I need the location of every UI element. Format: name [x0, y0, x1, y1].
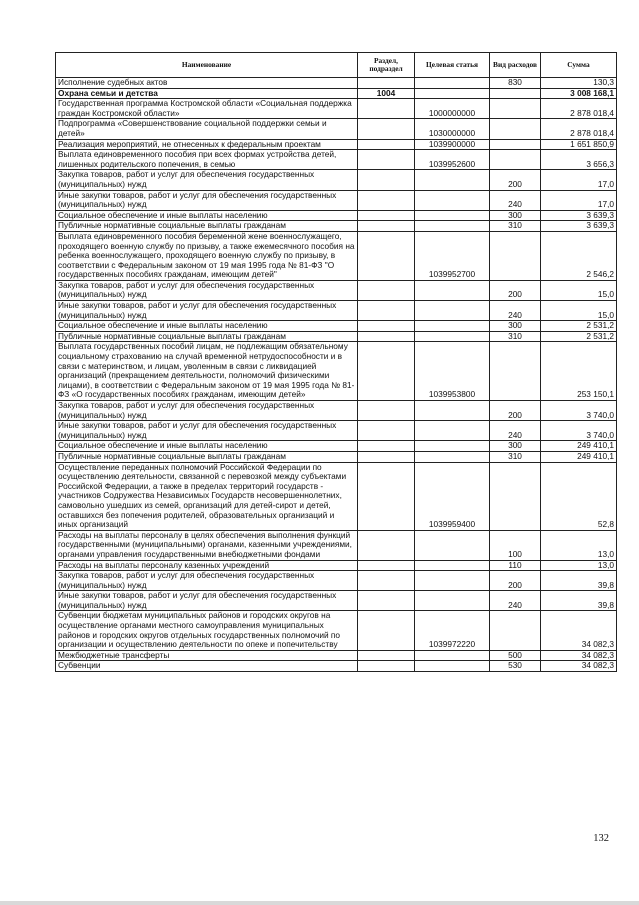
cell-sum: 39,8: [541, 591, 617, 611]
cell-section: [358, 150, 415, 170]
cell-section: [358, 119, 415, 139]
cell-section: [358, 231, 415, 280]
cell-target: [415, 560, 490, 571]
cell-name: Социальное обеспечение и иные выплаты населению: [56, 441, 358, 452]
cell-name: Социальное обеспечение и иные выплаты населению: [56, 321, 358, 332]
cell-target: [415, 530, 490, 560]
table-row: [56, 530, 617, 560]
cell-type: 300: [490, 321, 541, 332]
cell-section: [358, 451, 415, 462]
cell-name: Социальное обеспечение и иные выплаты населению: [56, 210, 358, 221]
cell-target: [415, 190, 490, 210]
cell-type: 500: [490, 650, 541, 661]
cell-target: 1039900000: [415, 139, 490, 150]
table-row: [56, 611, 617, 650]
table-row: [56, 78, 617, 89]
cell-section: [358, 139, 415, 150]
cell-sum: 2 531,2: [541, 321, 617, 332]
cell-type: [490, 99, 541, 119]
cell-target: [415, 88, 490, 99]
scan-bottom-edge: [0, 901, 639, 905]
cell-name: Выплата единовременного пособия беременной жене военнослужащего, проходящего военную службу по призыву, а также ежемесячного пособия на ребенка военнослужащего, проходящего военную службу по призыву, в соответствии с Федеральным законом от 19 мая 1995 года № 81-ФЗ "О государственных пособиях гражданам, имеющим детей": [56, 231, 358, 280]
cell-section: [358, 170, 415, 190]
table-header-row: [56, 53, 617, 78]
cell-sum: 1 651 850,9: [541, 139, 617, 150]
cell-name: Иные закупки товаров, работ и услуг для обеспечения государственных (муниципальных) нужд: [56, 591, 358, 611]
header-name: Наименование: [56, 53, 358, 78]
cell-sum: 2 878 018,4: [541, 119, 617, 139]
cell-section: [358, 530, 415, 560]
cell-section: [358, 571, 415, 591]
cell-type: 300: [490, 210, 541, 221]
cell-section: [358, 462, 415, 530]
cell-section: [358, 591, 415, 611]
cell-target: 1000000000: [415, 99, 490, 119]
cell-target: [415, 401, 490, 421]
cell-sum: 2 546,2: [541, 231, 617, 280]
table-row: [56, 421, 617, 441]
cell-name: Государственная программа Костромской области «Социальная поддержка граждан Костромской области»: [56, 99, 358, 119]
cell-name: Публичные нормативные социальные выплаты гражданам: [56, 331, 358, 342]
cell-name: Публичные нормативные социальные выплаты гражданам: [56, 451, 358, 462]
cell-name: Расходы на выплаты персоналу в целях обеспечения выполнения функций государственными (муниципальными) органами, казенными учреждениями, органами управления государственными внебюджетными фондами: [56, 530, 358, 560]
table-row: [56, 451, 617, 462]
header-type: Вид расходов: [490, 53, 541, 78]
cell-type: [490, 231, 541, 280]
cell-section: [358, 190, 415, 210]
cell-name: Реализация мероприятий, не отнесенных к федеральным проектам: [56, 139, 358, 150]
table-row: [56, 661, 617, 672]
cell-type: 240: [490, 190, 541, 210]
cell-section: [358, 301, 415, 321]
cell-section: [358, 221, 415, 232]
cell-name: Иные закупки товаров, работ и услуг для обеспечения государственных (муниципальных) нужд: [56, 190, 358, 210]
cell-target: [415, 421, 490, 441]
table-row: [56, 441, 617, 452]
cell-target: 1039959400: [415, 462, 490, 530]
cell-target: [415, 210, 490, 221]
cell-type: [490, 88, 541, 99]
cell-sum: 2 531,2: [541, 331, 617, 342]
cell-type: [490, 139, 541, 150]
cell-target: 1039952600: [415, 150, 490, 170]
cell-type: 110: [490, 560, 541, 571]
cell-target: [415, 321, 490, 332]
header-section: Раздел, подраздел: [358, 53, 415, 78]
cell-name: Межбюджетные трансферты: [56, 650, 358, 661]
cell-section: [358, 661, 415, 672]
table-row: [56, 462, 617, 530]
table-row: [56, 190, 617, 210]
cell-type: 200: [490, 170, 541, 190]
cell-section: [358, 611, 415, 650]
cell-name: Публичные нормативные социальные выплаты гражданам: [56, 221, 358, 232]
cell-sum: 34 082,3: [541, 650, 617, 661]
cell-section: [358, 210, 415, 221]
cell-section: [358, 342, 415, 401]
cell-name: Закупка товаров, работ и услуг для обеспечения государственных (муниципальных) нужд: [56, 280, 358, 300]
table-row: [56, 280, 617, 300]
cell-name: Осуществление переданных полномочий Российской Федерации по осуществлению деятельности, связанной с перевозкой между субъектами Российской Федерации, а также в пределах территорий государств - участников Содружества Независимых Государств несовершеннолетних, самовольно ушедших из семей, организаций для детей-сирот и детей, оставшихся без попечения родителей, образовательных организаций и иных организаций: [56, 462, 358, 530]
cell-type: 310: [490, 221, 541, 232]
table-row: [56, 571, 617, 591]
cell-target: 1039953800: [415, 342, 490, 401]
table-row: [56, 170, 617, 190]
cell-target: [415, 221, 490, 232]
cell-section: [358, 441, 415, 452]
cell-sum: 34 082,3: [541, 661, 617, 672]
cell-section: [358, 99, 415, 119]
cell-type: 300: [490, 441, 541, 452]
cell-type: 310: [490, 451, 541, 462]
cell-type: [490, 462, 541, 530]
cell-type: [490, 119, 541, 139]
cell-name: Исполнение судебных актов: [56, 78, 358, 89]
cell-target: [415, 571, 490, 591]
table-row: [56, 88, 617, 99]
cell-name: Расходы на выплаты персоналу казенных учреждений: [56, 560, 358, 571]
cell-target: 1030000000: [415, 119, 490, 139]
cell-name: Закупка товаров, работ и услуг для обеспечения государственных (муниципальных) нужд: [56, 170, 358, 190]
table-row: [56, 342, 617, 401]
cell-target: [415, 170, 490, 190]
cell-target: [415, 661, 490, 672]
table-row: [56, 650, 617, 661]
cell-sum: 130,3: [541, 78, 617, 89]
table-row: [56, 560, 617, 571]
cell-sum: 249 410,1: [541, 441, 617, 452]
cell-sum: 52,8: [541, 462, 617, 530]
cell-sum: 3 656,3: [541, 150, 617, 170]
cell-name: Выплата единовременного пособия при всех формах устройства детей, лишенных родительского попечения, в семью: [56, 150, 358, 170]
cell-type: 240: [490, 591, 541, 611]
cell-sum: 13,0: [541, 560, 617, 571]
cell-type: [490, 611, 541, 650]
table-body: [56, 78, 617, 672]
cell-name: Закупка товаров, работ и услуг для обеспечения государственных (муниципальных) нужд: [56, 571, 358, 591]
table-row: [56, 331, 617, 342]
cell-section: [358, 421, 415, 441]
cell-name: Иные закупки товаров, работ и услуг для обеспечения государственных (муниципальных) нужд: [56, 421, 358, 441]
cell-target: [415, 301, 490, 321]
cell-sum: 3 740,0: [541, 421, 617, 441]
cell-section: [358, 560, 415, 571]
cell-sum: 3 639,3: [541, 221, 617, 232]
cell-type: [490, 150, 541, 170]
cell-sum: 3 639,3: [541, 210, 617, 221]
table-row: [56, 221, 617, 232]
cell-sum: 34 082,3: [541, 611, 617, 650]
cell-sum: 249 410,1: [541, 451, 617, 462]
cell-sum: 3 008 168,1: [541, 88, 617, 99]
cell-sum: 17,0: [541, 170, 617, 190]
cell-type: 240: [490, 301, 541, 321]
cell-name: Субвенции бюджетам муниципальных районов и городских округов на осуществление органами местного самоуправления муниципальных районов и городских округов отдельных государственных полномочий по организации и осуществлению деятельности по опеке и попечительству: [56, 611, 358, 650]
cell-name: Субвенции: [56, 661, 358, 672]
cell-target: [415, 591, 490, 611]
cell-type: 100: [490, 530, 541, 560]
cell-section: [358, 78, 415, 89]
table-row: [56, 231, 617, 280]
cell-type: 200: [490, 401, 541, 421]
table-row: [56, 210, 617, 221]
cell-type: 830: [490, 78, 541, 89]
cell-sum: 2 878 018,4: [541, 99, 617, 119]
table-row: [56, 150, 617, 170]
table-row: [56, 321, 617, 332]
cell-target: [415, 650, 490, 661]
cell-type: 530: [490, 661, 541, 672]
header-target: Целевая статья: [415, 53, 490, 78]
cell-target: 1039952700: [415, 231, 490, 280]
cell-type: 310: [490, 331, 541, 342]
cell-name: Выплата государственных пособий лицам, не подлежащим обязательному социальному страхованию на случай временной нетрудоспособности и в связи с материнством, и лицам, уволенным в связи с ликвидацией организаций (прекращением деятельности, полномочий физическими лицами), в соответствии с Федеральным законом от 19 мая 1995 года № 81-ФЗ «О государственных пособиях гражданам, имеющим детей»: [56, 342, 358, 401]
cell-section: [358, 321, 415, 332]
page-number: 132: [593, 833, 609, 844]
cell-target: [415, 280, 490, 300]
cell-type: 200: [490, 571, 541, 591]
cell-type: 200: [490, 280, 541, 300]
cell-section: [358, 331, 415, 342]
cell-name: Закупка товаров, работ и услуг для обеспечения государственных (муниципальных) нужд: [56, 401, 358, 421]
budget-table: [55, 52, 617, 672]
cell-sum: 3 740,0: [541, 401, 617, 421]
cell-target: [415, 441, 490, 452]
cell-name: Иные закупки товаров, работ и услуг для обеспечения государственных (муниципальных) нужд: [56, 301, 358, 321]
cell-name: Охрана семьи и детства: [56, 88, 358, 99]
cell-type: 240: [490, 421, 541, 441]
cell-sum: 15,0: [541, 301, 617, 321]
cell-type: [490, 342, 541, 401]
table-row: [56, 301, 617, 321]
cell-name: Подпрограмма «Совершенствование социальной поддержки семьи и детей»: [56, 119, 358, 139]
cell-section: 1004: [358, 88, 415, 99]
table-row: [56, 99, 617, 119]
cell-section: [358, 401, 415, 421]
table-row: [56, 119, 617, 139]
cell-sum: 15,0: [541, 280, 617, 300]
table-row: [56, 139, 617, 150]
cell-section: [358, 650, 415, 661]
cell-target: [415, 78, 490, 89]
header-sum: Сумма: [541, 53, 617, 78]
cell-section: [358, 280, 415, 300]
cell-sum: 17,0: [541, 190, 617, 210]
cell-target: [415, 451, 490, 462]
cell-sum: 13,0: [541, 530, 617, 560]
cell-sum: 253 150,1: [541, 342, 617, 401]
cell-target: 1039972220: [415, 611, 490, 650]
table-row: [56, 591, 617, 611]
cell-sum: 39,8: [541, 571, 617, 591]
table-row: [56, 401, 617, 421]
cell-target: [415, 331, 490, 342]
